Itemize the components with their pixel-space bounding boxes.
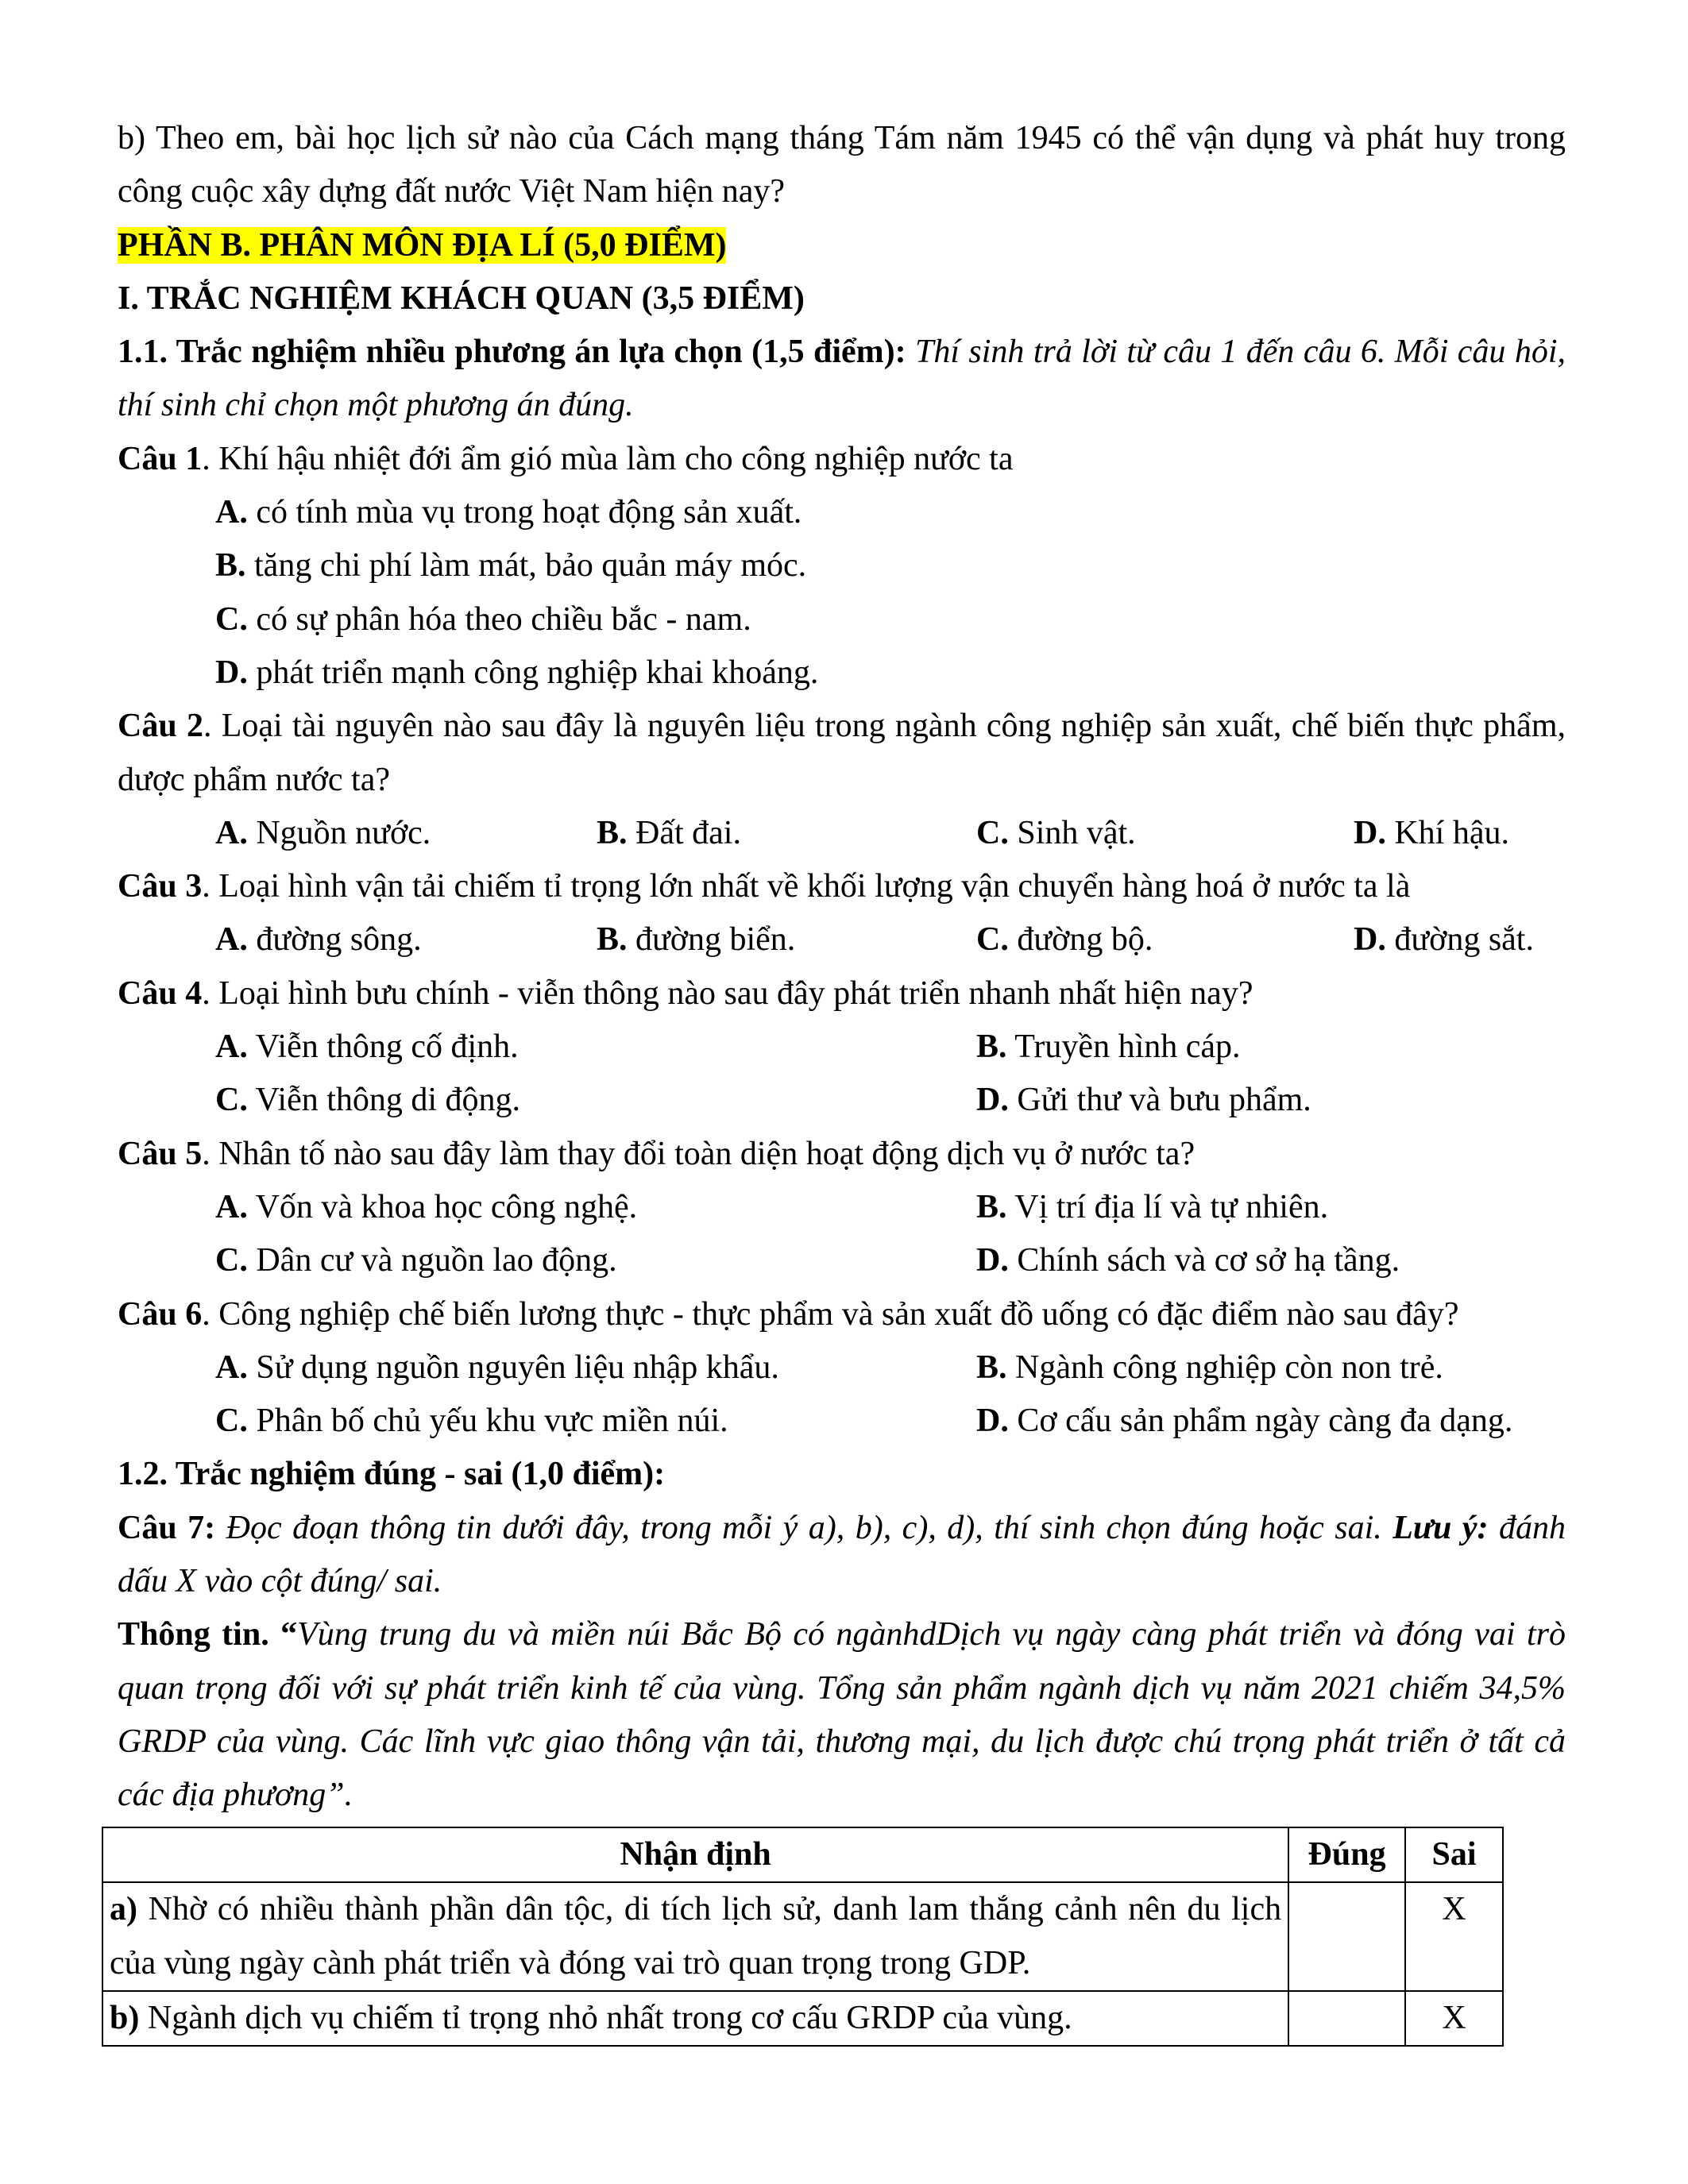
option-a[interactable]: A. đường sông.: [215, 921, 422, 959]
option-d[interactable]: D. Chính sách và cơ sở hạ tầng.: [976, 1242, 1400, 1279]
table-row: [102, 1991, 1503, 2046]
option-b[interactable]: B. Truyền hình cáp.: [976, 1028, 1241, 1066]
option-d[interactable]: D. Khí hậu.: [1354, 814, 1509, 851]
subsection-instruction: Thí sinh trả lời từ câu 1 đến câu 6. Mỗi câu hỏi, thí sinh chỉ chọn một phương án đúng.: [118, 334, 1566, 424]
question-5: [118, 1128, 1566, 1181]
option-c[interactable]: C. Viễn thông di động.: [215, 1082, 521, 1119]
intro-question: b) Theo em, bài học lịch sử nào của Cách mạng tháng Tám năm 1945 có thể vận dụng và phát huy trong công cuộc xây dựng đất nước Việt Nam hiện nay?: [118, 120, 1566, 210]
question-text: . Loại hình bưu chính - viễn thông nào sau đây phát triển nhanh nhất hiện nay?: [202, 974, 1253, 1012]
option-b[interactable]: B. Ngành công nghiệp còn non trẻ.: [976, 1349, 1443, 1386]
option-a[interactable]: A. Nguồn nước.: [215, 814, 431, 851]
option-a[interactable]: A. Viễn thông cố định.: [215, 1028, 519, 1066]
true-cell[interactable]: [1288, 1882, 1405, 1991]
question-2: [118, 700, 1566, 807]
option-b[interactable]: B. đường biển.: [597, 921, 796, 959]
subsection-label: 1.1. Trắc nghiệm nhiều phương án lựa chọn (1,5 điểm):: [118, 334, 906, 371]
option-c[interactable]: C. Phân bố chủ yếu khu vực miền núi.: [215, 1403, 728, 1440]
option-a[interactable]: A. Sử dụng nguồn nguyên liệu nhập khẩu.: [215, 1349, 779, 1386]
option-a[interactable]: A. Vốn và khoa học công nghệ.: [215, 1188, 638, 1225]
header-statement: Nhận định: [102, 1827, 1288, 1882]
option-c[interactable]: C. có sự phân hóa theo chiều bắc - nam.: [215, 600, 751, 638]
option-d[interactable]: D. phát triển mạnh công nghiệp khai khoáng.: [215, 654, 819, 691]
question-3: [118, 860, 1566, 913]
question-label: Câu 4: [118, 974, 203, 1012]
option-b[interactable]: B. Đất đai.: [597, 814, 741, 851]
question-6: [118, 1288, 1566, 1341]
question-text: . Loại hình vận tải chiếm tỉ trọng lớn nhất về khối lượng vận chuyển hàng hoá ở nước ta là: [202, 868, 1411, 905]
table-row: [102, 1882, 1503, 1991]
table-header-row: [102, 1827, 1503, 1882]
option-d[interactable]: D. Gửi thư và bưu phẩm.: [976, 1082, 1311, 1119]
question-label: Câu 2: [118, 708, 203, 745]
info-text: Vùng trung du và miền núi Bắc Bộ có ngànhdDịch vụ ngày càng phát triển và đóng vai trò quan trọng đối với sự phát triển kinh tế của vùng. Tổng sản phẩm ngành dịch vụ năm 2021 chiếm 34,5% GRDP của vùng. Các lĩnh vực giao thông vận tải, thương mại, du lịch được chú trọng phát triển ở tất cả các địa phương”.: [118, 1616, 1566, 1814]
section-1-title: I. TRẮC NGHIỆM KHÁCH QUAN (3,5 ĐIỂM): [118, 280, 805, 317]
question-text: . Công nghiệp chế biến lương thực - thực phẩm và sản xuất đồ uống có đặc điểm nào sau đây?: [202, 1295, 1459, 1333]
question-4: [118, 967, 1566, 1021]
option-d[interactable]: D. Cơ cấu sản phẩm ngày càng đa dạng.: [976, 1403, 1513, 1440]
part-b-title: PHẦN B. PHÂN MÔN ĐỊA LÍ (5,0 ĐIỂM): [118, 226, 727, 264]
option-a[interactable]: A. có tính mùa vụ trong hoạt động sản xuất.: [215, 494, 802, 531]
question-text: . Nhân tố nào sau đây làm thay đổi toàn diện hoạt động dịch vụ ở nước ta?: [202, 1135, 1196, 1172]
option-d[interactable]: D. đường sắt.: [1354, 921, 1534, 959]
question-1: [118, 433, 1566, 486]
question-label: Câu 6: [118, 1295, 203, 1333]
false-cell[interactable]: X: [1405, 1882, 1503, 1991]
header-false: Sai: [1405, 1827, 1503, 1882]
question-7: [118, 1502, 1566, 1609]
question-text: . Loại tài nguyên nào sau đây là nguyên liệu trong ngành công nghiệp sản xuất, chế biến thực phẩm, dược phẩm nước ta?: [118, 708, 1566, 798]
option-b[interactable]: B. Vị trí địa lí và tự nhiên.: [976, 1188, 1329, 1225]
info-label: Thông tin. “: [118, 1616, 298, 1653]
true-cell[interactable]: [1288, 1991, 1405, 2046]
note-text: đánh dấu X vào cột đúng/ sai.: [118, 1509, 1566, 1600]
subsection-1-1: [118, 326, 1566, 433]
row-text: Nhờ có nhiều thành phần dân tộc, di tích lịch sử, danh lam thắng cảnh nên du lịch của vùng ngày cành phát triển và đóng vai trò quan trọng trong GDP.: [110, 1891, 1282, 1981]
option-c[interactable]: C. đường bộ.: [976, 921, 1153, 959]
row-text: Ngành dịch vụ chiếm tỉ trọng nhỏ nhất trong cơ cấu GRDP của vùng.: [139, 1999, 1072, 2036]
note-label: Lưu ý:: [1393, 1509, 1489, 1546]
row-key: b): [110, 1999, 140, 2036]
header-true: Đúng: [1288, 1827, 1405, 1882]
question-label: Câu 3: [118, 868, 203, 905]
document-page: [118, 112, 1566, 1823]
question-text: Đọc đoạn thông tin dưới đây, trong mỗi ý a), b), c), d), thí sinh chọn đúng hoặc sai.: [215, 1509, 1393, 1546]
question-text: . Khí hậu nhiệt đới ẩm gió mùa làm cho công nghiệp nước ta: [202, 440, 1014, 477]
option-b[interactable]: B. tăng chi phí làm mát, bảo quản máy móc.: [215, 547, 807, 585]
info-paragraph: [118, 1608, 1566, 1822]
row-key: a): [110, 1891, 137, 1928]
question-label: Câu 7:: [118, 1509, 216, 1546]
subsection-1-2: 1.2. Trắc nghiệm đúng - sai (1,0 điểm):: [118, 1456, 666, 1493]
option-c[interactable]: C. Dân cư và nguồn lao động.: [215, 1242, 617, 1279]
false-cell[interactable]: X: [1405, 1991, 1503, 2046]
question-label: Câu 1: [118, 440, 203, 477]
true-false-table: [102, 1827, 1504, 2047]
question-label: Câu 5: [118, 1135, 203, 1172]
option-c[interactable]: C. Sinh vật.: [976, 814, 1136, 851]
